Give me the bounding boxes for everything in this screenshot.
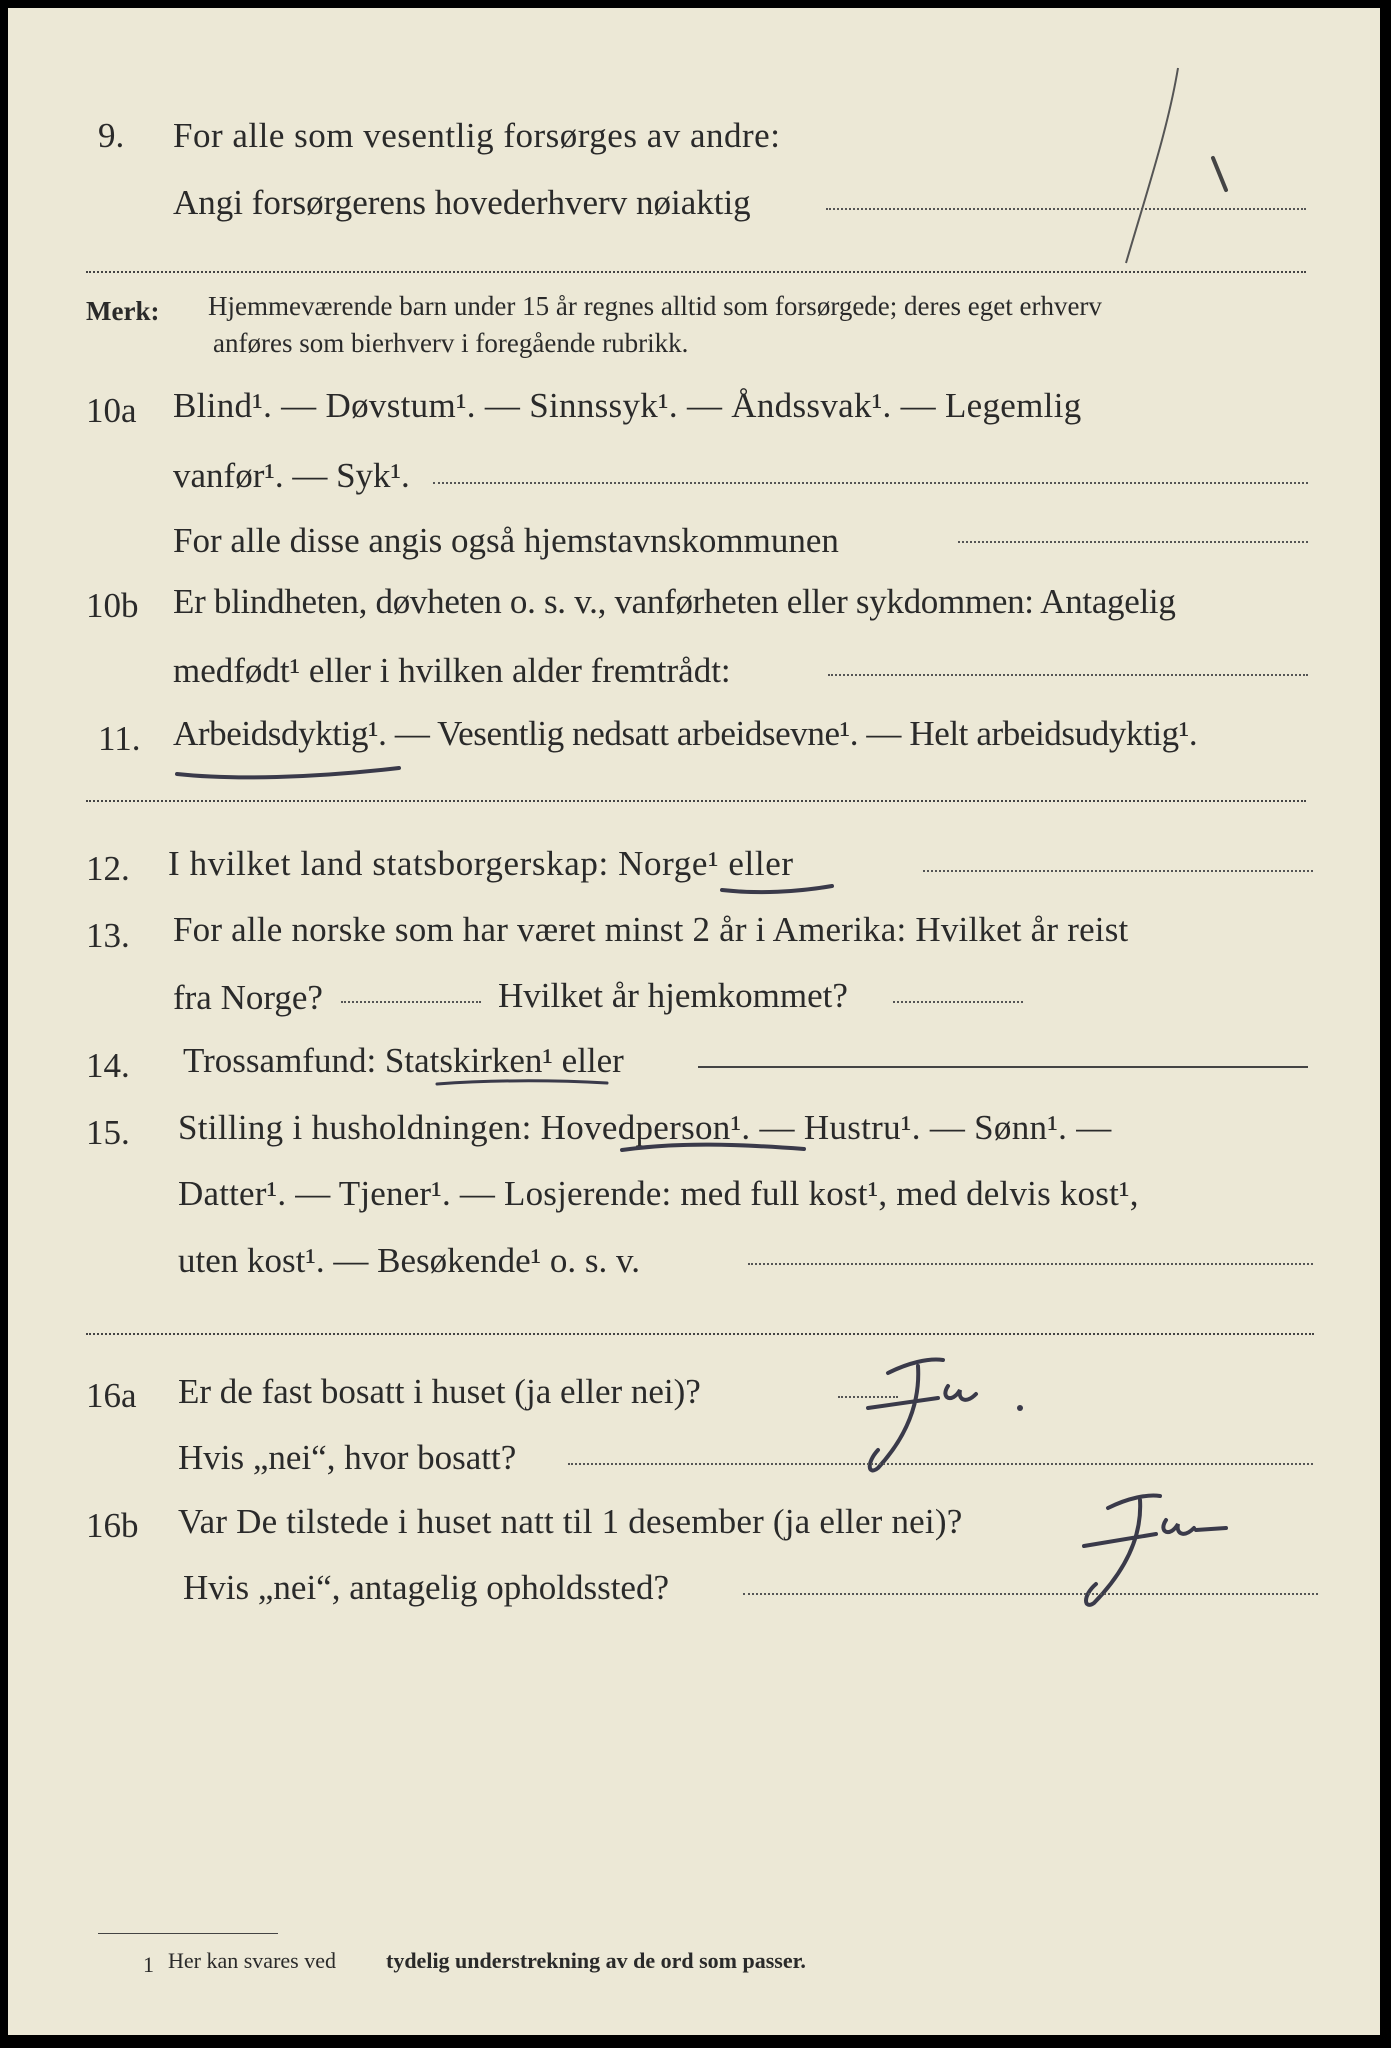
q10b-text-2: medfødt¹ eller i hvilken alder fremtrådt: [173,651,731,690]
footnote-mark: 1 [143,1952,154,1977]
q14-text: Trossamfund: Statskirken¹ eller [183,1041,624,1080]
pen-stroke-mark [1098,48,1258,278]
q12-answer-line[interactable] [923,870,1313,872]
q16a-handwritten-answer [848,1338,1028,1478]
q16b-text-2: Hvis „nei“, antagelig opholdssted? [183,1568,669,1607]
q12-number: 12. [86,849,130,888]
footnote-rule [98,1933,278,1934]
merk-text-2: anføres som bierhverv i foregående rubrikk. [213,328,689,358]
q13-text-1: For alle norske som har været minst 2 år i Amerika: Hvilket år reist [173,910,1129,949]
q10a-kommune-line[interactable] [958,541,1308,543]
q16a-text-1: Er de fast bosatt i huset (ja eller nei)? [178,1372,701,1411]
q9-text-1: For alle som vesentlig forsørges av andre: [173,116,781,155]
q10a-text-2: vanfør¹. — Syk¹. [173,456,410,495]
q9-text-2: Angi forsørgerens hovederhverv nøiaktig [173,183,751,222]
q13-text-2a: fra Norge? [173,978,323,1017]
census-form-page [8,8,1380,2035]
q10a-text-3: For alle disse angis også hjemstavnskommunen [173,521,839,560]
q15-answer-line[interactable] [748,1263,1313,1265]
q14-number: 14. [86,1046,130,1085]
q14-underline-mark [433,1074,613,1090]
merk-text-1: Hjemmeværende barn under 15 år regnes alltid som forsørgede; deres eget erhverv [208,291,1102,321]
q10a-number: 10a [86,391,137,430]
q10b-answer-line[interactable] [828,674,1308,676]
q13-reist-line[interactable] [341,1001,481,1003]
q10a-text-1: Blind¹. — Døvstum¹. — Sinnssyk¹. — Åndssvak¹. — Legemlig [173,386,1082,425]
separator-rule [86,800,1306,802]
separator-rule [86,1333,1314,1335]
q16b-number: 16b [86,1506,139,1545]
q11-text: Arbeidsdyktig¹. — Vesentlig nedsatt arbeidsevne¹. — Helt arbeidsudyktig¹. [173,714,1198,753]
q15-text-2: Datter¹. — Tjener¹. — Losjerende: med full kost¹, med delvis kost¹, [178,1174,1139,1213]
q16b-handwritten-answer [1068,1468,1248,1613]
q11-underline-mark [173,760,403,782]
footnote-text-b: tydelig understrekning av de ord som passer. [386,1948,806,1973]
q15-text-3: uten kost¹. — Besøkende¹ o. s. v. [178,1241,641,1280]
q15-underline-mark [618,1140,808,1158]
q16a-bosatt-line[interactable] [568,1463,1313,1465]
q13-text-2b: Hvilket år hjemkommet? [498,976,848,1015]
q12-underline-mark [718,880,838,896]
footnote-text-a: Her kan svares ved [168,1948,336,1973]
q10b-text-1: Er blindheten, døvheten o. s. v., vanførheten eller sykdommen: Antagelig [173,582,1176,621]
q10a-answer-line[interactable] [433,482,1308,484]
q15-number: 15. [86,1113,130,1152]
q16b-text-1: Var De tilstede i huset natt til 1 desember (ja eller nei)? [178,1502,963,1541]
q13-hjemkommet-line[interactable] [893,1001,1023,1003]
q15-text-1: Stilling i husholdningen: Hovedperson¹. — Hustru¹. — Sønn¹. — [178,1108,1112,1147]
q12-text: I hvilket land statsborgerskap: Norge¹ eller [168,844,794,883]
q10b-number: 10b [86,586,139,625]
q16a-text-2: Hvis „nei“, hvor bosatt? [178,1438,517,1477]
q13-number: 13. [86,916,130,955]
merk-label: Merk: [86,296,160,326]
q16b-opholdssted-line[interactable] [743,1593,1318,1595]
q9-number: 9. [98,116,125,155]
q11-number: 11. [98,719,141,758]
q14-answer-line[interactable] [698,1066,1308,1068]
q16a-number: 16a [86,1376,137,1415]
